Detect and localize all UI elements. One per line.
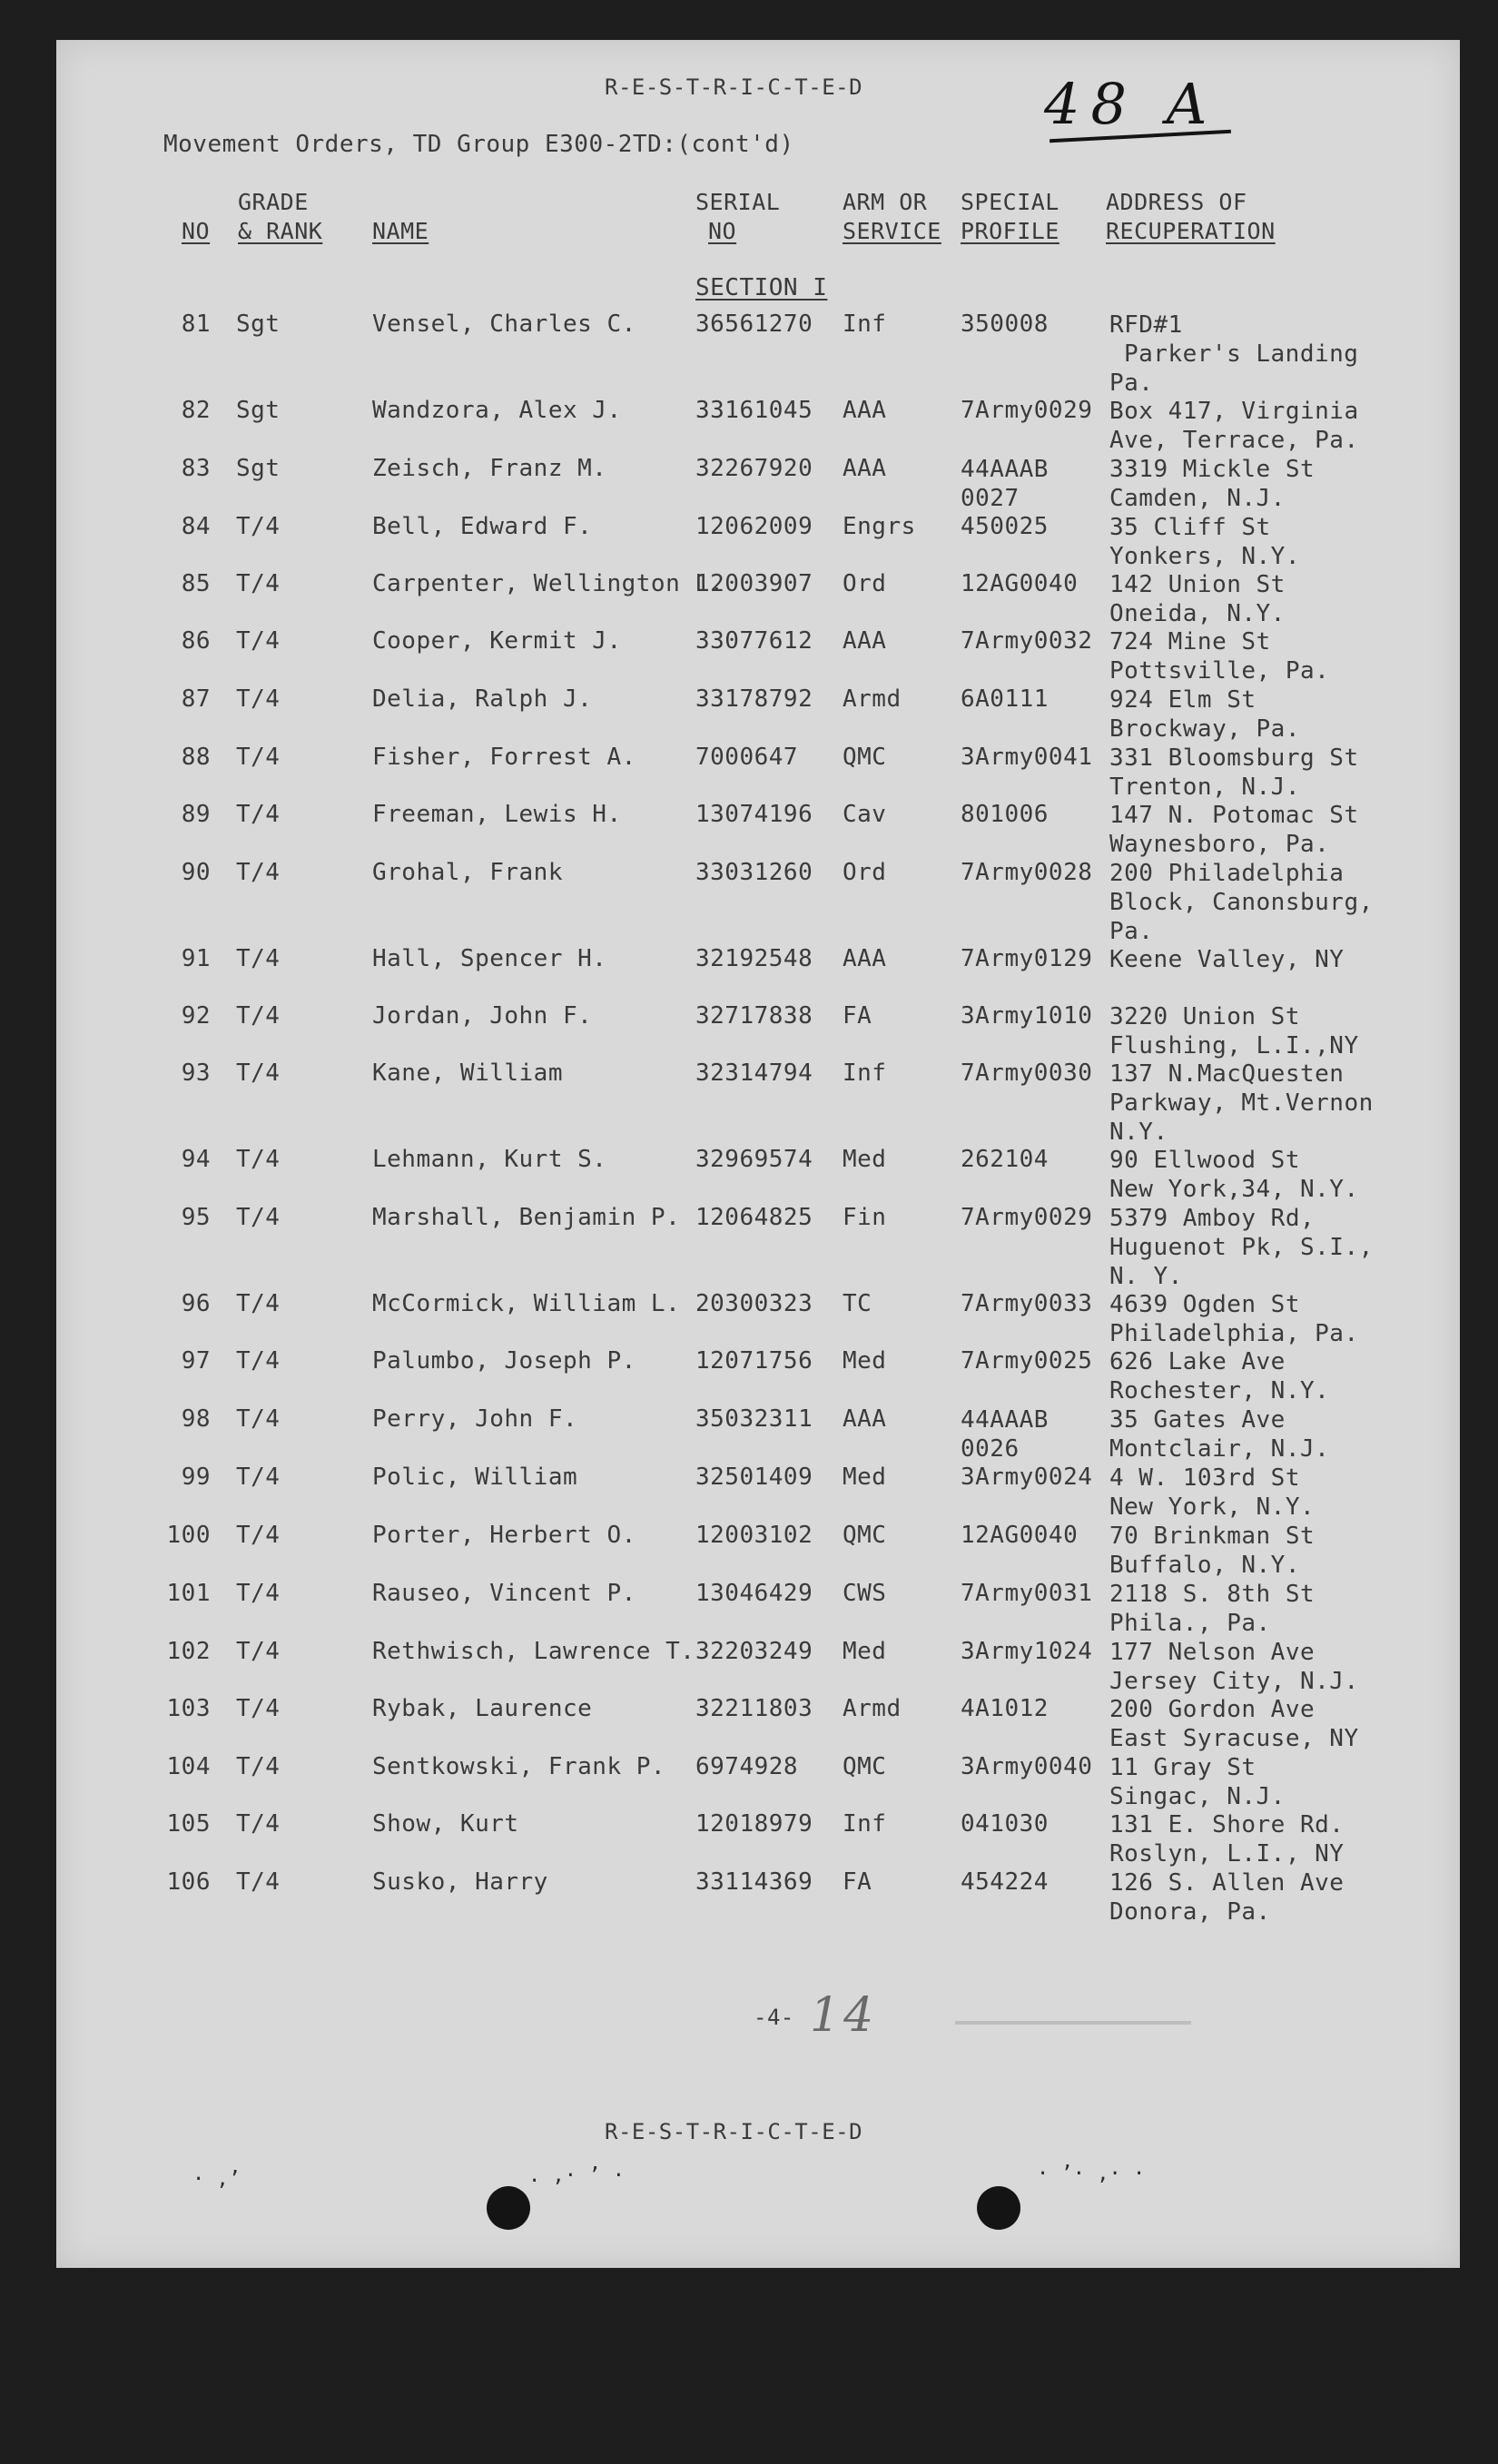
address-line: Phila., Pa. xyxy=(1109,1610,1271,1637)
address-line: 200 Gordon Ave xyxy=(1109,1696,1316,1723)
row-number: 98 xyxy=(181,1405,211,1433)
row-name: Carpenter, Wellington L. xyxy=(372,570,724,597)
row-number: 97 xyxy=(181,1347,211,1375)
row-special-profile xyxy=(961,455,1049,513)
address-line: Montclair, N.J. xyxy=(1109,1435,1330,1463)
address-line: 90 Ellwood St xyxy=(1109,1147,1300,1174)
row-serial: 33178792 xyxy=(695,685,813,713)
address-line: 4639 Ogden St xyxy=(1109,1291,1300,1318)
row-special-profile: 4A1012 xyxy=(961,1695,1049,1722)
address-line: Oneida, N.Y. xyxy=(1109,600,1286,627)
row-special-profile: 7Army0025 xyxy=(961,1347,1093,1375)
row-special-profile: 7Army0029 xyxy=(961,397,1093,424)
address-line: 3220 Union St xyxy=(1109,1003,1300,1030)
header-serial-line1: SERIAL xyxy=(695,189,781,215)
address-line: Rochester, N.Y. xyxy=(1109,1377,1330,1404)
row-address xyxy=(1109,1753,1286,1811)
row-arm: Armd xyxy=(843,685,902,713)
row-serial: 32203249 xyxy=(695,1638,813,1665)
row-arm: QMC xyxy=(843,1522,887,1549)
row-name: Jordan, John F. xyxy=(372,1002,593,1030)
row-arm: Inf xyxy=(843,310,887,338)
row-arm: AAA xyxy=(843,627,887,655)
row-address xyxy=(1109,1464,1315,1522)
address-line: Pottsville, Pa. xyxy=(1109,657,1330,685)
row-serial: 33114369 xyxy=(695,1868,813,1896)
row-serial: 7000647 xyxy=(695,744,799,771)
row-grade: T/4 xyxy=(236,1868,281,1896)
address-line: Camden, N.J. xyxy=(1109,485,1286,512)
address-line: Buffalo, N.Y. xyxy=(1109,1552,1300,1579)
row-arm: CWS xyxy=(843,1580,887,1607)
address-line: Flushing, L.I.,NY xyxy=(1109,1032,1359,1060)
address-line: 4 W. 103rd St xyxy=(1109,1464,1300,1492)
row-name: Grohal, Frank xyxy=(372,859,563,886)
row-arm: TC xyxy=(843,1290,872,1317)
row-special-profile: 3Army0024 xyxy=(961,1464,1093,1491)
classification-top: R-E-S-T-R-I-C-T-E-D xyxy=(605,74,863,100)
row-serial: 32969574 xyxy=(695,1146,813,1173)
row-grade: T/4 xyxy=(236,1204,281,1231)
row-arm: Ord xyxy=(843,570,887,597)
row-grade: T/4 xyxy=(236,1810,281,1838)
row-name: Sentkowski, Frank P. xyxy=(372,1753,666,1780)
row-arm: Ord xyxy=(843,859,887,886)
row-address xyxy=(1109,1810,1344,1868)
row-special-profile: 3Army1010 xyxy=(961,1002,1093,1030)
row-name: Hall, Spencer H. xyxy=(372,945,607,972)
row-number: 103 xyxy=(166,1695,211,1722)
row-number: 94 xyxy=(181,1146,211,1173)
address-line: New York, N.Y. xyxy=(1109,1493,1316,1521)
address-line: 126 S. Allen Ave xyxy=(1109,1869,1345,1897)
header-name: NAME xyxy=(372,218,429,244)
row-grade: T/4 xyxy=(236,1146,281,1173)
row-number: 101 xyxy=(166,1580,211,1607)
row-number: 99 xyxy=(181,1464,211,1491)
row-special-profile: 12AG0040 xyxy=(961,570,1079,597)
row-name: Palumbo, Joseph P. xyxy=(372,1347,636,1375)
row-arm: AAA xyxy=(843,455,887,482)
address-line: Huguenot Pk, S.I., xyxy=(1109,1234,1374,1261)
row-special-profile: 454224 xyxy=(961,1868,1049,1896)
row-name: Porter, Herbert O. xyxy=(372,1522,636,1549)
row-address xyxy=(1109,685,1300,744)
address-line: Donora, Pa. xyxy=(1109,1898,1271,1926)
row-serial: 13074196 xyxy=(695,801,813,828)
row-name: Lehmann, Kurt S. xyxy=(372,1146,607,1173)
row-special-profile xyxy=(961,1405,1049,1464)
row-special-profile: 7Army0031 xyxy=(961,1580,1093,1607)
row-number: 104 xyxy=(166,1753,211,1780)
address-line: Box 417, Virginia xyxy=(1109,398,1359,425)
row-serial: 35032311 xyxy=(695,1405,813,1433)
row-name: Cooper, Kermit J. xyxy=(372,627,622,655)
row-serial: 32717838 xyxy=(695,1002,813,1030)
classification-bottom: R-E-S-T-R-I-C-T-E-D xyxy=(605,2119,863,2144)
address-line: Roslyn, L.I., NY xyxy=(1109,1840,1345,1868)
address-line: Keene Valley, NY xyxy=(1109,946,1345,973)
row-arm: AAA xyxy=(843,397,887,424)
row-name: Fisher, Forrest A. xyxy=(372,744,636,771)
address-line: 5379 Amboy Rd, xyxy=(1109,1205,1316,1232)
special-profile-line: 44AAAB xyxy=(961,456,1049,483)
row-arm: Med xyxy=(843,1464,887,1491)
special-profile-line: 44AAAB xyxy=(961,1406,1049,1434)
address-line: Waynesboro, Pa. xyxy=(1109,831,1330,858)
address-line: 177 Nelson Ave xyxy=(1109,1639,1316,1666)
row-number: 89 xyxy=(181,801,211,828)
row-name: Rauseo, Vincent P. xyxy=(372,1580,636,1607)
row-address xyxy=(1109,570,1286,628)
address-line: 131 E. Shore Rd. xyxy=(1109,1811,1345,1838)
row-address xyxy=(1109,310,1358,398)
row-number: 93 xyxy=(181,1060,211,1087)
row-grade: T/4 xyxy=(236,1522,281,1549)
address-line: 35 Gates Ave xyxy=(1109,1406,1286,1434)
row-arm: Engrs xyxy=(843,513,916,540)
row-number: 86 xyxy=(181,627,211,655)
row-grade: T/4 xyxy=(236,801,281,828)
address-line: 11 Gray St xyxy=(1109,1754,1257,1781)
row-address xyxy=(1109,1060,1374,1147)
row-number: 82 xyxy=(181,397,211,424)
row-special-profile: 7Army0129 xyxy=(961,945,1093,972)
row-special-profile: 801006 xyxy=(961,801,1049,828)
row-serial: 6974928 xyxy=(695,1753,799,1780)
row-grade: T/4 xyxy=(236,1638,281,1665)
row-address xyxy=(1109,1405,1329,1464)
address-line: RFD#1 xyxy=(1109,311,1183,339)
row-number: 85 xyxy=(181,570,211,597)
row-serial: 36561270 xyxy=(695,310,813,338)
header-arm-line1: ARM OR xyxy=(843,189,928,215)
row-special-profile: 12AG0040 xyxy=(961,1522,1079,1549)
row-special-profile: 350008 xyxy=(961,310,1049,338)
address-line: N. Y. xyxy=(1109,1263,1183,1290)
row-grade: Sgt xyxy=(236,455,281,482)
row-serial: 33161045 xyxy=(695,397,813,424)
row-address xyxy=(1109,945,1344,974)
row-address xyxy=(1109,397,1359,455)
row-address xyxy=(1109,1695,1359,1753)
address-line: 70 Brinkman St xyxy=(1109,1523,1316,1550)
row-number: 102 xyxy=(166,1638,211,1665)
row-serial: 12003102 xyxy=(695,1522,813,1549)
row-special-profile: 7Army0028 xyxy=(961,859,1093,886)
header-address-line2: RECUPERATION xyxy=(1106,218,1276,244)
address-line: 724 Mine St xyxy=(1109,628,1271,655)
address-line: Jersey City, N.J. xyxy=(1109,1668,1359,1695)
row-special-profile: 450025 xyxy=(961,513,1049,540)
address-line: Block, Canonsburg, xyxy=(1109,889,1374,916)
row-grade: T/4 xyxy=(236,570,281,597)
row-arm: FA xyxy=(843,1002,872,1030)
row-special-profile: 7Army0033 xyxy=(961,1290,1093,1317)
row-address xyxy=(1109,627,1329,685)
row-arm: AAA xyxy=(843,1405,887,1433)
row-number: 106 xyxy=(166,1868,211,1896)
row-name: Show, Kurt xyxy=(372,1810,519,1838)
row-name: Rethwisch, Lawrence T. xyxy=(372,1638,695,1665)
row-number: 92 xyxy=(181,1002,211,1030)
address-line: Parker's Landing xyxy=(1124,340,1359,368)
row-grade: T/4 xyxy=(236,1464,281,1491)
row-special-profile: 3Army1024 xyxy=(961,1638,1093,1665)
row-address xyxy=(1109,744,1359,802)
row-number: 95 xyxy=(181,1204,211,1231)
address-line: New York,34, N.Y. xyxy=(1109,1176,1359,1203)
address-line: 142 Union St xyxy=(1109,571,1286,598)
header-arm-line2: SERVICE xyxy=(843,218,941,244)
document-page xyxy=(56,40,1460,2268)
bleed-mark-3: · ,’ xyxy=(192,2168,241,2191)
row-address xyxy=(1109,1347,1329,1405)
row-name: Bell, Edward F. xyxy=(372,513,593,540)
row-grade: Sgt xyxy=(236,310,281,338)
row-serial: 32192548 xyxy=(695,945,813,972)
address-line: East Syracuse, NY xyxy=(1109,1725,1359,1752)
row-arm: QMC xyxy=(843,744,887,771)
address-line: Singac, N.J. xyxy=(1109,1783,1286,1810)
row-address xyxy=(1109,513,1300,571)
row-name: Polic, William xyxy=(372,1464,578,1491)
address-line: 147 N. Potomac St xyxy=(1109,802,1359,829)
row-serial: 32314794 xyxy=(695,1060,813,1087)
row-arm: FA xyxy=(843,1868,872,1896)
smudge-line xyxy=(955,2021,1191,2025)
row-arm: Armd xyxy=(843,1695,902,1722)
address-line: Pa. xyxy=(1109,370,1154,397)
row-name: Marshall, Benjamin P. xyxy=(372,1204,681,1231)
header-serial-line2: NO xyxy=(708,218,737,244)
bleed-mark-1: . ,· ’ · xyxy=(528,2164,625,2187)
row-number: 105 xyxy=(166,1810,211,1838)
row-serial: 32501409 xyxy=(695,1464,813,1491)
row-arm: Med xyxy=(843,1347,887,1375)
row-serial: 33077612 xyxy=(695,627,813,655)
row-number: 100 xyxy=(166,1522,211,1549)
header-no: NO xyxy=(182,218,211,244)
row-serial: 12071756 xyxy=(695,1347,813,1375)
row-grade: T/4 xyxy=(236,1405,281,1433)
address-line: 137 N.MacQuesten xyxy=(1109,1060,1345,1088)
row-grade: T/4 xyxy=(236,1347,281,1375)
row-special-profile: 3Army0040 xyxy=(961,1753,1093,1780)
punch-hole-left xyxy=(487,2186,530,2230)
address-line: 331 Bloomsburg St xyxy=(1109,744,1359,772)
row-grade: T/4 xyxy=(236,945,281,972)
row-address xyxy=(1109,1638,1359,1696)
special-profile-line: 0026 xyxy=(961,1435,1020,1463)
row-serial: 13046429 xyxy=(695,1580,813,1607)
row-address xyxy=(1109,1146,1359,1204)
row-number: 83 xyxy=(181,455,211,482)
row-special-profile: 6A0111 xyxy=(961,685,1049,713)
row-grade: T/4 xyxy=(236,1580,281,1607)
row-number: 90 xyxy=(181,859,211,886)
row-grade: T/4 xyxy=(236,1002,281,1030)
header-grade-line2: & RANK xyxy=(238,218,323,244)
row-grade: T/4 xyxy=(236,627,281,655)
header-special-line1: SPECIAL xyxy=(961,189,1059,215)
row-grade: T/4 xyxy=(236,1695,281,1722)
address-line: Philadelphia, Pa. xyxy=(1109,1320,1359,1347)
row-special-profile: 262104 xyxy=(961,1146,1049,1173)
bleed-mark-2: · ’· ,· · xyxy=(1037,2163,1146,2185)
row-address xyxy=(1109,1290,1359,1348)
row-serial: 32211803 xyxy=(695,1695,813,1722)
row-name: Perry, John F. xyxy=(372,1405,578,1433)
row-address xyxy=(1109,801,1359,859)
row-serial: 12003907 xyxy=(695,570,813,597)
row-address xyxy=(1109,1580,1315,1638)
row-serial: 12064825 xyxy=(695,1204,813,1231)
row-arm: Inf xyxy=(843,1060,887,1087)
row-arm: Med xyxy=(843,1638,887,1665)
row-serial: 12062009 xyxy=(695,513,813,540)
address-line: N.Y. xyxy=(1109,1119,1168,1146)
row-number: 81 xyxy=(181,310,211,338)
address-line: 200 Philadelphia xyxy=(1109,860,1345,887)
row-special-profile: 041030 xyxy=(961,1810,1049,1838)
row-address xyxy=(1109,1522,1315,1580)
row-name: Rybak, Laurence xyxy=(372,1695,593,1722)
row-name: Wandzora, Alex J. xyxy=(372,397,622,424)
row-special-profile: 3Army0041 xyxy=(961,744,1093,771)
row-grade: T/4 xyxy=(236,1290,281,1317)
row-arm: Med xyxy=(843,1146,887,1173)
row-name: Freeman, Lewis H. xyxy=(372,801,622,828)
row-name: Zeisch, Franz M. xyxy=(372,455,607,482)
row-address xyxy=(1109,1868,1344,1927)
row-arm: AAA xyxy=(843,945,887,972)
row-name: Vensel, Charles C. xyxy=(372,310,636,338)
row-serial: 12018979 xyxy=(695,1810,813,1838)
row-grade: Sgt xyxy=(236,397,281,424)
row-grade: T/4 xyxy=(236,744,281,771)
row-number: 96 xyxy=(181,1290,211,1317)
row-number: 91 xyxy=(181,945,211,972)
row-serial: 33031260 xyxy=(695,859,813,886)
row-grade: T/4 xyxy=(236,1060,281,1087)
row-address xyxy=(1109,455,1315,513)
row-special-profile: 7Army0029 xyxy=(961,1204,1093,1231)
header-special-line2: PROFILE xyxy=(961,218,1059,244)
page-number: -4- xyxy=(754,2005,794,2030)
special-profile-line: 0027 xyxy=(961,485,1020,512)
row-arm: Cav xyxy=(843,801,887,828)
address-line: 3319 Mickle St xyxy=(1109,456,1316,483)
row-special-profile: 7Army0030 xyxy=(961,1060,1093,1087)
row-address xyxy=(1109,859,1374,946)
handwritten-page-number: 14 xyxy=(810,1988,878,2043)
row-name: Delia, Ralph J. xyxy=(372,685,593,713)
row-arm: Fin xyxy=(843,1204,887,1231)
row-serial: 32267920 xyxy=(695,455,813,482)
address-line: Ave, Terrace, Pa. xyxy=(1109,427,1359,454)
row-arm: Inf xyxy=(843,1810,887,1838)
row-grade: T/4 xyxy=(236,513,281,540)
row-grade: T/4 xyxy=(236,1753,281,1780)
row-number: 84 xyxy=(181,513,211,540)
address-line: 924 Elm St xyxy=(1109,686,1257,714)
header-address-line1: ADDRESS OF xyxy=(1106,189,1247,215)
section-title: SECTION I xyxy=(695,274,828,301)
row-arm: QMC xyxy=(843,1753,887,1780)
header-grade-line1: GRADE xyxy=(238,189,309,215)
address-line: Brockway, Pa. xyxy=(1109,715,1300,743)
address-line: Pa. xyxy=(1109,918,1154,945)
row-address xyxy=(1109,1204,1374,1291)
address-line: 35 Cliff St xyxy=(1109,514,1271,541)
address-line: Trenton, N.J. xyxy=(1109,774,1300,801)
row-address xyxy=(1109,1002,1359,1060)
row-special-profile: 7Army0032 xyxy=(961,627,1093,655)
punch-hole-right xyxy=(977,2186,1020,2230)
row-name: Kane, William xyxy=(372,1060,563,1087)
row-number: 88 xyxy=(181,744,211,771)
handwritten-number: 48 A xyxy=(1044,71,1218,137)
document-subtitle: Movement Orders, TD Group E300-2TD:(cont'd) xyxy=(163,131,794,158)
row-name: Susko, Harry xyxy=(372,1868,548,1896)
row-grade: T/4 xyxy=(236,685,281,713)
address-line: 626 Lake Ave xyxy=(1109,1348,1286,1375)
address-line: Yonkers, N.Y. xyxy=(1109,543,1300,570)
row-number: 87 xyxy=(181,685,211,713)
row-name: McCormick, William L. xyxy=(372,1290,681,1317)
address-line: 2118 S. 8th St xyxy=(1109,1581,1316,1608)
row-grade: T/4 xyxy=(236,859,281,886)
address-line: Parkway, Mt.Vernon xyxy=(1109,1089,1374,1117)
row-serial: 20300323 xyxy=(695,1290,813,1317)
